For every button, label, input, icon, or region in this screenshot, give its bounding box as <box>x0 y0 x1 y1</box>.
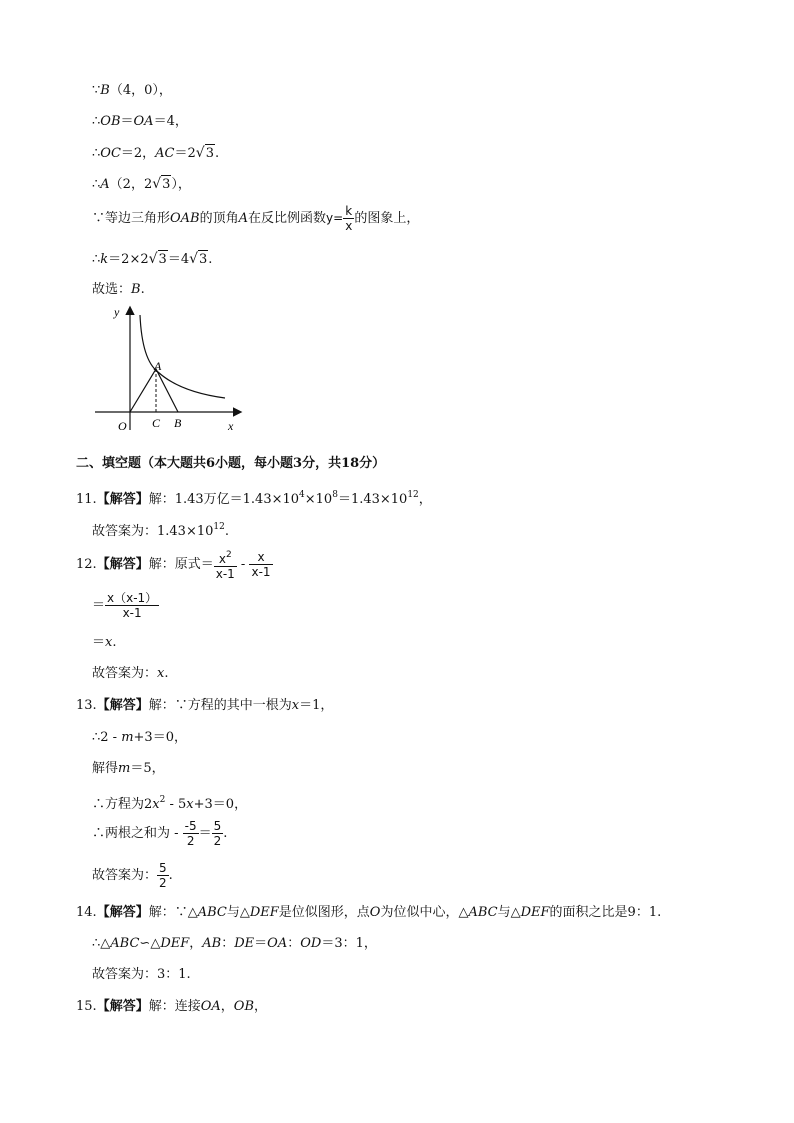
section-heading: 二、填空题（本大题共6小题，每小题3分，共18分） <box>76 456 386 471</box>
fraction: $\frac{x(x-1)}{x-1}$ <box>107 591 158 620</box>
fraction: $\frac{x}{x-1}$ <box>251 550 271 579</box>
q14-line1: 14.【解答】解：∵△ABC与△DEF是位似图形，点O为位似中心，△ABC与△DEF的面积之比是9：1. <box>76 905 662 920</box>
fraction-k-over-x: $\frac{k}{x}$ <box>345 204 353 233</box>
function-graph-figure <box>90 300 250 440</box>
line-choice: 故选：B. <box>92 282 145 297</box>
q13-line3: 解得m＝5， <box>92 761 165 776</box>
q14-line2: ∴△ABC∽△DEF，AB：DE＝OA：OD＝3：1， <box>92 936 377 951</box>
fraction: $\frac{-5}{2}$ <box>184 819 197 848</box>
triangle-oab <box>130 369 178 412</box>
line-triangle-vertex: ∵等边三角形OAB的顶角A在反比例函数y= $\frac{k}{x}$ 的图象上， <box>92 204 420 233</box>
sqrt-sign: √ <box>195 145 205 161</box>
line-ob-oa: ∴OB＝OA＝4， <box>92 114 188 129</box>
q15-line1: 15.【解答】解：连接OA，OB， <box>76 999 268 1014</box>
q12-line1: 12.【解答】解：原式＝ $\frac{x^2}{x-1}$ - $\frac{x}{x-1}$ <box>76 550 271 581</box>
line-a-coord: ∴A（2，2√3）， <box>92 176 191 192</box>
label-x: x <box>228 419 234 433</box>
label-a: A <box>154 359 162 373</box>
q13-line4: ∴方程为$2x^2 - 5x+3=0$， <box>92 795 248 812</box>
sqrt-sign: √ <box>148 251 158 267</box>
q12-line3: ＝x. <box>92 635 117 650</box>
label-b: B <box>174 416 182 430</box>
q12-line2: ＝ $\frac{x(x-1)}{x-1}$ <box>92 591 158 620</box>
sqrt-sign: √ <box>189 251 199 267</box>
sqrt-sign: √ <box>152 176 162 192</box>
hyperbola-curve <box>140 315 225 398</box>
fraction: $\frac{x^2}{x-1}$ <box>215 550 235 581</box>
q13-line2: ∴2 - m+3＝0， <box>92 730 187 745</box>
q11-line1: 11.【解答】解：1.43万亿$=1.43\times 10^4\times 10^8=1.43\times 10^{12}$， <box>76 490 432 507</box>
label-o: O <box>118 419 127 433</box>
line-oc-ac: ∴OC＝2，AC＝2√3. <box>92 145 220 161</box>
line-b-coord: ∵B（4，0）， <box>92 83 172 98</box>
line-k-value: ∴k＝2×2√3＝4√3. <box>92 251 213 267</box>
q14-answer: 故答案为：3：1. <box>92 967 191 982</box>
fraction: $\frac{5}{2}$ <box>213 819 222 848</box>
q13-answer: 故答案为： $\frac{5}{2}$ . <box>92 861 173 890</box>
label-y: y <box>114 305 120 319</box>
q11-answer: 故答案为：$1.43\times 10^{12}$. <box>92 522 229 539</box>
label-c: C <box>152 416 161 430</box>
q13-line5: ∴两根之和为 - $\frac{-5}{2}$ ＝ $\frac{5}{2}$ . <box>92 819 228 848</box>
q12-answer: 故答案为：x. <box>92 666 169 681</box>
fraction: $\frac{5}{2}$ <box>159 861 167 890</box>
q13-line1: 13.【解答】解：∵方程的其中一根为x＝1， <box>76 698 334 713</box>
